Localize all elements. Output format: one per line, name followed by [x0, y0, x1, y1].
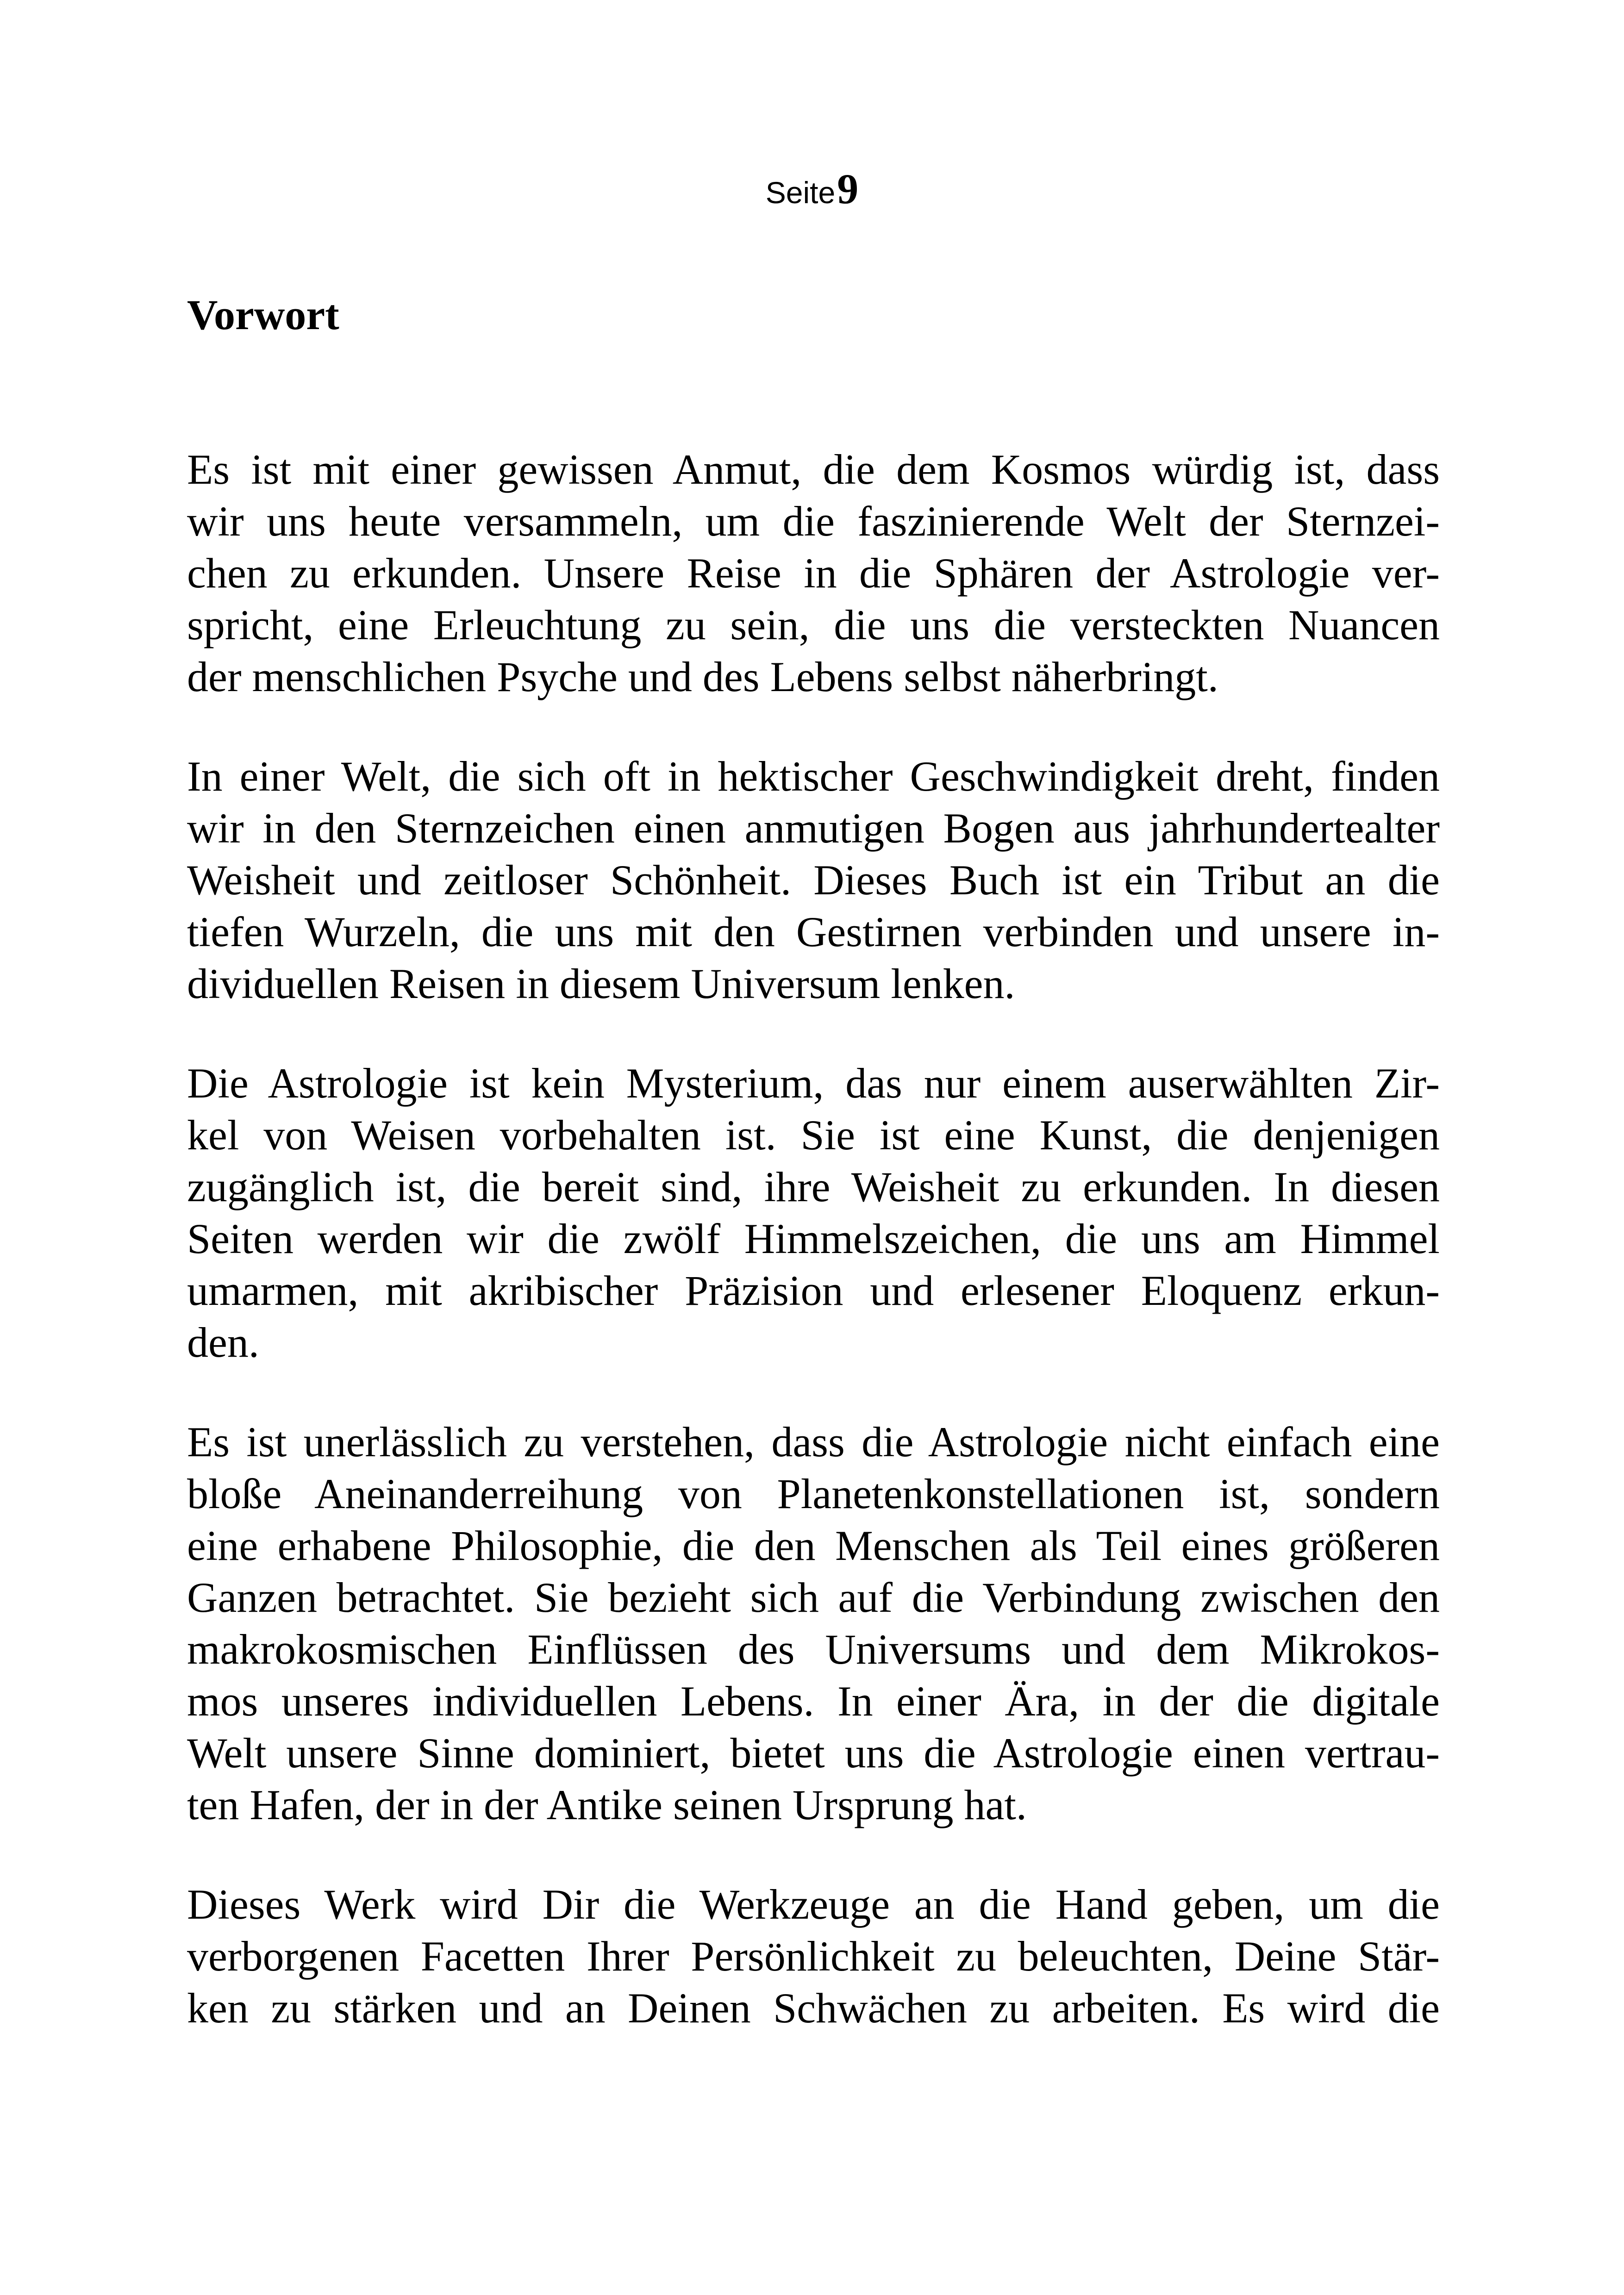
paragraph-gap [187, 1831, 1440, 1878]
text-line: zugänglich ist, die bereit sind, ihre Weisheit zu erkunden. In diesen [187, 1163, 1440, 1210]
paragraph [187, 1416, 1440, 1831]
paragraph-gap [187, 1010, 1440, 1057]
text-line: wir uns heute versammeln, um die faszinierende Welt der Sternzei- [187, 498, 1440, 545]
text-line: ten Hafen, der in der Antike seinen Ursprung hat. [187, 1781, 1027, 1828]
text-line: Welt unsere Sinne dominiert, bietet uns die Astrologie einen vertrau- [187, 1729, 1440, 1777]
paragraph [187, 1878, 1440, 2034]
text-line: dividuellen Reisen in diesem Universum lenken. [187, 960, 1015, 1007]
text-line: spricht, eine Erleuchtung zu sein, die uns die versteckten Nuancen [187, 601, 1440, 649]
page-label: Seite [765, 175, 836, 210]
page-content [187, 278, 1440, 2034]
text-line: tiefen Wurzeln, die uns mit den Gestirnen verbinden und unsere in- [187, 908, 1440, 955]
text-line: Es ist mit einer gewissen Anmut, die dem Kosmos würdig ist, dass [187, 446, 1440, 493]
text-line: chen zu erkunden. Unsere Reise in die Sphären der Astrologie ver- [187, 549, 1440, 597]
text-line: den. [187, 1319, 259, 1366]
body-text [187, 443, 1440, 2034]
text-line: umarmen, mit akribischer Präzision und erlesener Eloquenz erkun- [187, 1267, 1440, 1314]
text-line: bloße Aneinanderreihung von Planetenkonstellationen ist, sondern [187, 1470, 1440, 1517]
paragraph [187, 750, 1440, 1010]
text-line: Dieses Werk wird Dir die Werkzeuge an die Hand geben, um die [187, 1881, 1440, 1928]
paragraph-gap [187, 1368, 1440, 1416]
section-title: Vorwort [187, 291, 339, 338]
text-line: Die Astrologie ist kein Mysterium, das nur einem auserwählten Zir- [187, 1060, 1440, 1107]
text-line: Es ist unerlässlich zu verstehen, dass die Astrologie nicht einfach eine [187, 1418, 1440, 1466]
paragraph [187, 443, 1440, 703]
text-line: In einer Welt, die sich oft in hektischer Geschwindigkeit dreht, finden [187, 753, 1440, 800]
text-line: wir in den Sternzeichen einen anmutigen Bogen aus jahrhundertealter [187, 804, 1440, 852]
page-number: 9 [837, 165, 859, 212]
paragraph-gap [187, 703, 1440, 750]
text-line: Ganzen betrachtet. Sie bezieht sich auf die Verbindung zwischen den [187, 1574, 1440, 1621]
page-header [0, 164, 1624, 213]
text-line: kel von Weisen vorbehalten ist. Sie ist eine Kunst, die denjenigen [187, 1111, 1440, 1159]
text-line: mos unseres individuellen Lebens. In einer Ära, in der die digitale [187, 1678, 1440, 1725]
text-line: eine erhabene Philosophie, die den Menschen als Teil eines größeren [187, 1522, 1440, 1569]
text-line: der menschlichen Psyche und des Lebens selbst näherbringt. [187, 653, 1218, 700]
text-line: Seiten werden wir die zwölf Himmelszeichen, die uns am Himmel [187, 1215, 1440, 1262]
text-line: makrokosmischen Einflüssen des Universums und dem Mikrokos- [187, 1626, 1440, 1673]
text-line: verborgenen Facetten Ihrer Persönlichkeit zu beleuchten, Deine Stär- [187, 1933, 1440, 1980]
paragraph [187, 1057, 1440, 1368]
text-line: ken zu stärken und an Deinen Schwächen zu arbeiten. Es wird die [187, 1984, 1440, 2032]
text-line: Weisheit und zeitloser Schönheit. Dieses Buch ist ein Tribut an die [187, 856, 1440, 904]
